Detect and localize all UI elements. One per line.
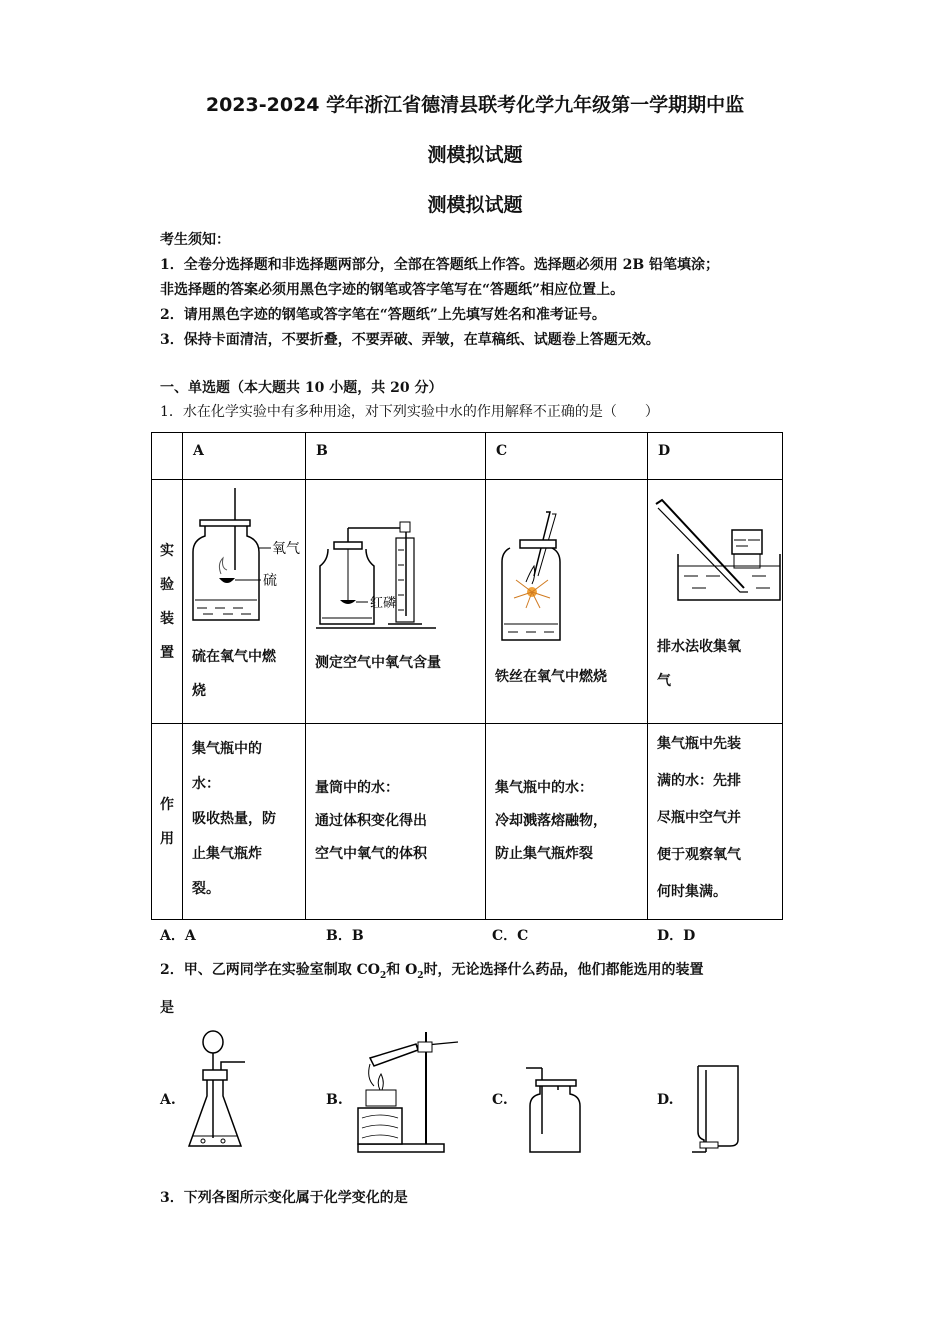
caption-c: 铁丝在氧气中燃烧: [495, 669, 607, 685]
svg-text:氧气: 氧气: [272, 541, 300, 557]
notice-item-3: 3．保持卡面清洁，不要折叠，不要弄破、弄皱，在草稿纸、试题卷上答题无效。: [160, 332, 660, 348]
q3-stem: 3．下列各图所示变化属于化学变化的是: [160, 1190, 408, 1206]
q2-option-d-label: D.: [657, 1092, 674, 1108]
gas-bottle-apparatus: [518, 1060, 588, 1160]
svg-text:硫: 硫: [263, 573, 277, 589]
q2-stem-line2: 是: [160, 1000, 174, 1016]
q1-apparatus-row: [152, 480, 783, 724]
notice-item-1: 1．全卷分选择题和非选择题两部分，全部在答题纸上作答。选择题必须用 2B 铅笔填涂；: [160, 257, 720, 273]
q1-option-c: C．C: [492, 928, 529, 944]
q1-table: [151, 432, 783, 920]
q1-header-c: C: [486, 433, 648, 480]
iron-wire-burning-apparatus: [486, 506, 648, 646]
q1-corner-cell: [152, 433, 183, 480]
q2-option-b-label: B.: [326, 1092, 343, 1108]
notice-item-1-cont: 非选择题的答案必须用黑色字迹的钢笔或答字笔写在“答题纸”相应位置上。: [160, 282, 625, 298]
q1-header-d: D: [648, 433, 783, 480]
flask-with-funnel-apparatus: [183, 1026, 253, 1156]
heated-test-tube-apparatus: [352, 1028, 462, 1158]
caption-d: 排水法收集氧 气: [657, 639, 741, 689]
section-heading: 一、单选题（本大题共 10 小题，共 20 分）: [160, 380, 443, 396]
effect-cell-b: 量筒中的水： 通过体积变化得出 空气中氧气的体积: [306, 724, 486, 920]
q1-header-a: A: [183, 433, 306, 480]
q2-stem-line1: 2．甲、乙两同学在实验室制取 $CO_2$和 $O_2$时，无论选择什么药品，他们都能选用的装置: [160, 962, 704, 981]
effect-row-label: 作 用: [152, 724, 183, 920]
air-oxygen-content-apparatus: [306, 520, 486, 640]
svg-text:红磷: 红磷: [370, 596, 397, 611]
apparatus-row-label: 实 验 装 置: [152, 480, 183, 724]
q1-effect-row: [152, 724, 783, 920]
notice-heading: 考生须知：: [160, 232, 230, 248]
apparatus-cell-d: [648, 480, 783, 724]
water-displacement-apparatus: [648, 496, 783, 616]
caption-a: 硫在氧气中燃 烧: [192, 649, 276, 699]
q2-option-c-label: C.: [492, 1092, 508, 1108]
effect-cell-c: 集气瓶中的水： 冷却溅落熔融物， 防止集气瓶炸裂: [486, 724, 648, 920]
page-title-line1: 2023-2024 学年浙江省德清县联考化学九年级第一学期期中监: [205, 94, 745, 116]
q2-option-a-label: A.: [160, 1092, 176, 1108]
inverted-bottle-apparatus: [686, 1062, 746, 1162]
q1-option-d: D．D: [657, 928, 696, 944]
q1-header-b: B: [306, 433, 486, 480]
q1-header-row: [152, 433, 783, 480]
page-title-line3: 测模拟试题: [427, 194, 523, 216]
sulfur-burning-apparatus: [183, 488, 306, 638]
notice-item-2: 2．请用黑色字迹的钢笔或答字笔在“答题纸”上先填写姓名和准考证号。: [160, 307, 606, 323]
q1-stem: 1．水在化学实验中有多种用途，对下列实验中水的作用解释不正确的是（ ）: [160, 404, 659, 420]
caption-b: 测定空气中氧气含量: [315, 655, 441, 671]
effect-cell-d: 集气瓶中先装 满的水：先排 尽瓶中空气并 便于观察氧气 何时集满。: [648, 724, 783, 920]
apparatus-cell-b: [306, 480, 486, 724]
q1-option-a: A．A: [160, 928, 196, 944]
apparatus-cell-a: [183, 480, 306, 724]
effect-cell-a: 集气瓶中的 水： 吸收热量，防 止集气瓶炸 裂。: [183, 724, 306, 920]
page-title-line2: 测模拟试题: [427, 144, 523, 166]
q1-option-b: B．B: [326, 928, 364, 944]
apparatus-cell-c: [486, 480, 648, 724]
